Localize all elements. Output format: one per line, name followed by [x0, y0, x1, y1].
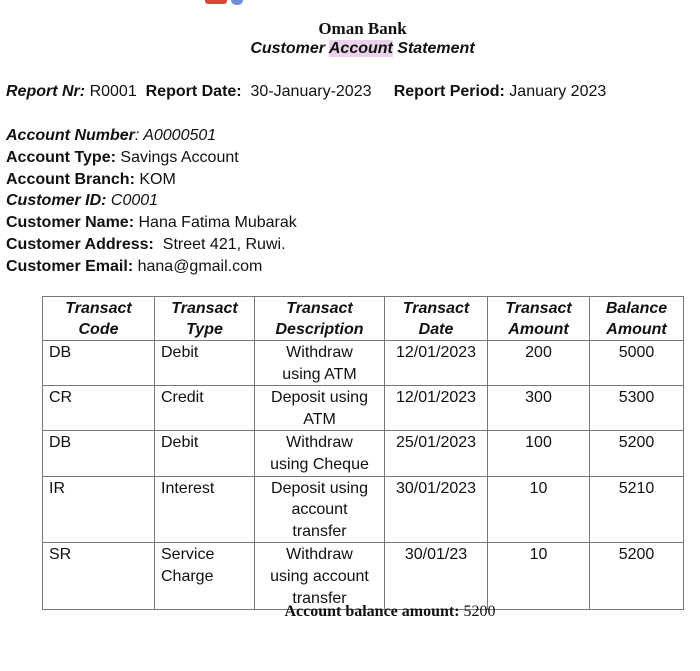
- cell-date: 30/01/2023: [385, 476, 488, 543]
- report-nr-value: R0001: [89, 83, 137, 100]
- balance-label: Account balance amount:: [284, 603, 460, 620]
- account-branch-row: [6, 169, 297, 191]
- customer-id-label: Customer ID:: [6, 192, 107, 210]
- account-number-label: Account Number: [6, 127, 135, 144]
- logo-red-shape: [205, 0, 227, 4]
- account-number-row: [6, 125, 297, 147]
- cell-description: Withdraw using ATM: [255, 341, 385, 386]
- title-highlight: Account: [328, 40, 393, 57]
- bank-logo-fragment: [205, 0, 255, 6]
- cell-code: DB: [43, 341, 155, 386]
- customer-id-row: [6, 190, 297, 212]
- cell-date: 12/01/2023: [385, 386, 488, 431]
- customer-id-value: C0001: [110, 192, 159, 210]
- logo-blue-shape: [231, 0, 243, 5]
- table-row: [43, 543, 684, 610]
- table-row: [43, 386, 684, 431]
- cell-description: Deposit using ATM: [255, 386, 385, 431]
- customer-name-row: [6, 212, 297, 234]
- cell-type: Debit: [155, 341, 255, 386]
- report-nr-label: Report Nr:: [6, 83, 86, 100]
- customer-address-value: Street 421, Ruwi.: [162, 235, 286, 253]
- balance-value: 5200: [463, 603, 496, 620]
- cell-type: Interest: [155, 476, 255, 543]
- report-date-label: Report Date:: [145, 83, 242, 100]
- customer-email-value: hana@gmail.com: [137, 257, 263, 275]
- cell-code: IR: [43, 476, 155, 543]
- cell-amount: 200: [488, 341, 590, 386]
- cell-description: Withdraw using account transfer: [255, 543, 385, 610]
- cell-balance: 5210: [590, 476, 684, 543]
- col-header-amount: Transact Amount: [488, 297, 590, 341]
- title-part-1: Customer: [250, 40, 329, 57]
- cell-amount: 10: [488, 543, 590, 610]
- col-header-balance: Balance Amount: [590, 297, 684, 341]
- table-row: [43, 341, 684, 386]
- cell-code: CR: [43, 386, 155, 431]
- account-info-block: [6, 125, 297, 278]
- customer-email-label: Customer Email:: [6, 257, 134, 275]
- customer-name-value: Hana Fatima Mubarak: [138, 214, 297, 232]
- cell-type: Credit: [155, 386, 255, 431]
- report-period-label: Report Period:: [393, 83, 505, 100]
- cell-date: 12/01/2023: [385, 341, 488, 386]
- account-branch-label: Account Branch:: [6, 170, 135, 188]
- cell-amount: 10: [488, 476, 590, 543]
- col-header-description: Transact Description: [255, 297, 385, 341]
- table-row: [43, 431, 684, 476]
- cell-description: Withdraw using Cheque: [255, 431, 385, 476]
- account-balance-line: [0, 603, 700, 621]
- cell-balance: 5300: [590, 386, 684, 431]
- report-date-value: 30-January-2023: [250, 83, 372, 100]
- cell-code: SR: [43, 543, 155, 610]
- table-row: [43, 476, 684, 543]
- account-type-value: Savings Account: [120, 148, 239, 166]
- account-branch-value: KOM: [139, 170, 176, 188]
- cell-type: Service Charge: [155, 543, 255, 610]
- customer-name-label: Customer Name:: [6, 214, 135, 232]
- cell-balance: 5200: [590, 431, 684, 476]
- cell-amount: 300: [488, 386, 590, 431]
- bank-name: Oman Bank: [318, 19, 407, 38]
- cell-balance: 5000: [590, 341, 684, 386]
- account-type-row: [6, 147, 297, 169]
- cell-type: Debit: [155, 431, 255, 476]
- report-period-value: January 2023: [509, 83, 607, 100]
- report-info-line: [6, 83, 606, 101]
- cell-description: Deposit using account transfer: [255, 476, 385, 543]
- customer-email-row: [6, 256, 297, 278]
- cell-amount: 100: [488, 431, 590, 476]
- statement-title: [0, 40, 700, 58]
- cell-date: 25/01/2023: [385, 431, 488, 476]
- cell-balance: 5200: [590, 543, 684, 610]
- customer-address-label: Customer Address:: [6, 235, 154, 253]
- col-header-code: Transact Code: [43, 297, 155, 341]
- transactions-table: [42, 296, 684, 610]
- account-type-label: Account Type:: [6, 148, 116, 166]
- cell-date: 30/01/23: [385, 543, 488, 610]
- cell-code: DB: [43, 431, 155, 476]
- col-header-type: Transact Type: [155, 297, 255, 341]
- account-number-value: : A0000501: [134, 127, 217, 144]
- col-header-date: Transact Date: [385, 297, 488, 341]
- title-part-2: Statement: [392, 40, 475, 57]
- customer-address-row: [6, 234, 297, 256]
- table-header-row: [43, 297, 684, 341]
